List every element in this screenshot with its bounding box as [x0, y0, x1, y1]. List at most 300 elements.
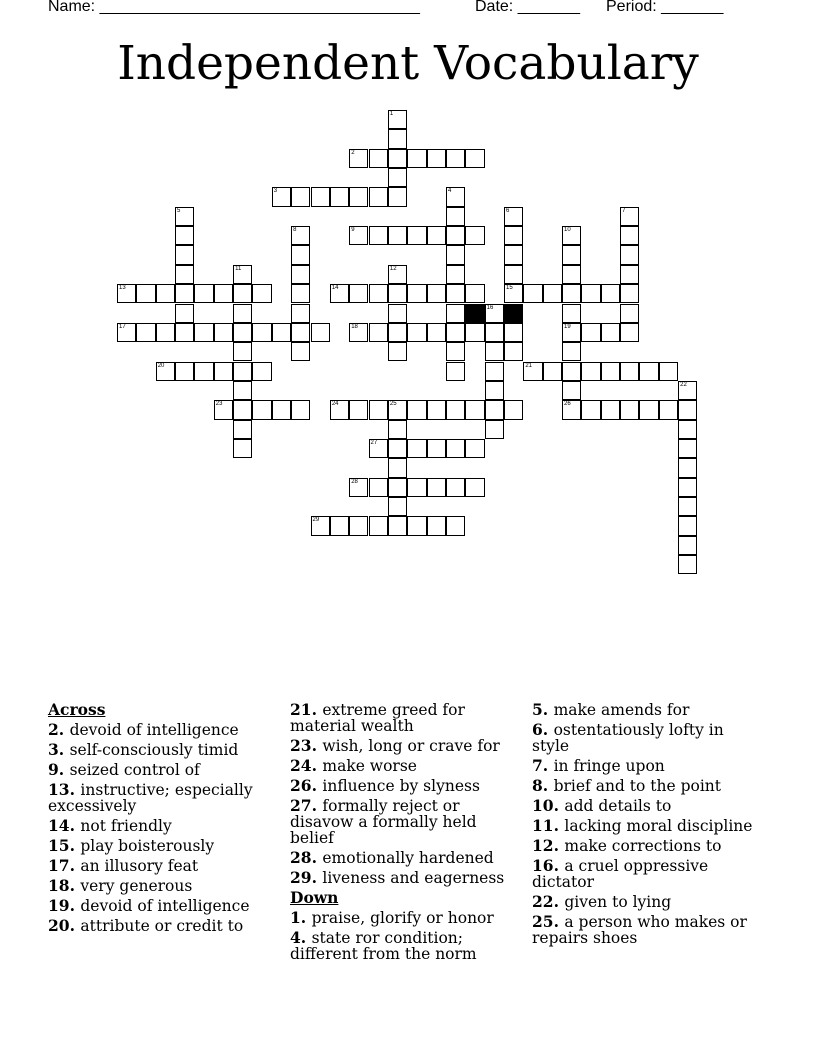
grid-cell[interactable]	[639, 362, 658, 381]
clue-number: 12	[389, 265, 397, 272]
grid-cell[interactable]	[175, 207, 194, 226]
grid-cell[interactable]	[620, 245, 639, 264]
clue-text: self-consciously timid	[69, 741, 239, 759]
grid-cell[interactable]	[427, 400, 446, 419]
clue-text: add details to	[564, 797, 672, 815]
clue-number: 25	[389, 401, 397, 408]
grid-cell[interactable]	[504, 400, 523, 419]
grid-cell[interactable]	[601, 323, 620, 342]
clue-number: 22	[680, 381, 687, 388]
clue-text: very generous	[80, 877, 193, 895]
grid-cell[interactable]	[678, 420, 697, 439]
grid-cell[interactable]	[233, 362, 252, 381]
clue-item	[48, 762, 280, 778]
grid-cell[interactable]	[388, 226, 407, 245]
clue-item	[290, 702, 522, 734]
grid-cell[interactable]	[427, 323, 446, 342]
grid-cell[interactable]	[291, 284, 310, 303]
clue-number: 20	[157, 362, 165, 369]
clue-item	[48, 722, 280, 738]
grid-cell[interactable]	[504, 265, 523, 284]
clue-number: 5	[177, 207, 181, 214]
clue-item	[532, 778, 764, 794]
grid-cell[interactable]	[388, 129, 407, 148]
grid-cell[interactable]	[291, 226, 310, 245]
grid-cell[interactable]	[233, 284, 252, 303]
clue-item	[290, 798, 522, 846]
grid-cell[interactable]	[562, 226, 581, 245]
grid-cell[interactable]	[504, 323, 523, 342]
clue-item	[290, 910, 522, 926]
grid-cell[interactable]	[485, 381, 504, 400]
grid-cell[interactable]	[349, 187, 368, 206]
grid-cell[interactable]	[543, 284, 562, 303]
grid-cell[interactable]	[330, 187, 349, 206]
clue-num: 10.	[532, 796, 565, 815]
clue-number: 15	[506, 285, 513, 292]
grid-cell[interactable]	[388, 265, 407, 284]
clue-num: 24.	[290, 756, 323, 775]
grid-cell[interactable]	[407, 284, 426, 303]
grid-cell[interactable]	[407, 516, 426, 535]
grid-cell[interactable]	[272, 400, 291, 419]
clue-item	[532, 894, 764, 910]
clue-num: 8.	[532, 776, 554, 795]
clue-number: 7	[622, 207, 626, 214]
grid-cell[interactable]	[678, 516, 697, 535]
grid-cell[interactable]	[233, 439, 252, 458]
grid-cell[interactable]	[175, 245, 194, 264]
grid-cell[interactable]	[311, 187, 330, 206]
grid-cell[interactable]	[465, 400, 484, 419]
grid-cell[interactable]	[678, 458, 697, 477]
grid-cell[interactable]	[620, 400, 639, 419]
grid-cell[interactable]	[543, 362, 562, 381]
grid-cell[interactable]	[330, 516, 349, 535]
grid-cell[interactable]	[175, 265, 194, 284]
grid-cell[interactable]	[504, 245, 523, 264]
grid-cell[interactable]	[485, 304, 504, 323]
clue-item	[290, 930, 522, 962]
grid-cell[interactable]	[388, 516, 407, 535]
grid-cell[interactable]	[156, 284, 175, 303]
clue-number: 23	[215, 401, 223, 408]
grid-cell[interactable]	[194, 362, 213, 381]
grid-cell[interactable]	[175, 284, 194, 303]
grid-cell[interactable]	[446, 149, 465, 168]
clue-num: 7.	[532, 756, 554, 775]
grid-cell[interactable]	[562, 245, 581, 264]
grid-cell[interactable]	[388, 497, 407, 516]
grid-cell[interactable]	[562, 362, 581, 381]
clue-text: seized control of	[69, 761, 200, 779]
grid-cell[interactable]	[388, 323, 407, 342]
grid-cell[interactable]	[214, 323, 233, 342]
grid-cell[interactable]	[214, 400, 233, 419]
grid-cell[interactable]	[407, 439, 426, 458]
clue-number: 17	[119, 323, 126, 330]
clue-num: 6.	[532, 720, 554, 739]
grid-cell[interactable]	[446, 342, 465, 361]
grid-cell[interactable]	[485, 323, 504, 342]
grid-cell[interactable]	[233, 400, 252, 419]
grid-cell[interactable]	[407, 400, 426, 419]
grid-cell[interactable]	[272, 323, 291, 342]
grid-cell[interactable]	[291, 400, 310, 419]
clue-text: extreme greed for material wealth	[290, 701, 465, 735]
grid-cell[interactable]	[562, 304, 581, 323]
grid-cell[interactable]	[446, 245, 465, 264]
grid-cell[interactable]	[523, 362, 542, 381]
clue-item	[290, 758, 522, 774]
grid-cell[interactable]	[349, 149, 368, 168]
grid-cell[interactable]	[369, 187, 388, 206]
grid-cell[interactable]	[465, 478, 484, 497]
grid-cell[interactable]	[620, 304, 639, 323]
grid-cell[interactable]	[427, 439, 446, 458]
grid-cell[interactable]	[446, 187, 465, 206]
clue-text: brief and to the point	[553, 777, 721, 795]
grid-cell[interactable]	[291, 245, 310, 264]
clue-item	[48, 818, 280, 834]
grid-cell[interactable]	[427, 516, 446, 535]
date-field[interactable]: Date: _______	[475, 0, 580, 15]
clue-item	[532, 858, 764, 890]
grid-cell[interactable]	[601, 284, 620, 303]
grid-cell[interactable]	[446, 226, 465, 245]
clue-text: state ror condition; different from the norm	[290, 929, 477, 963]
grid-cell[interactable]	[388, 478, 407, 497]
grid-cell[interactable]	[117, 284, 136, 303]
grid-cell[interactable]	[504, 226, 523, 245]
grid-cell[interactable]	[485, 420, 504, 439]
grid-cell[interactable]	[504, 342, 523, 361]
clue-number: 14	[331, 285, 339, 292]
clue-number: 6	[506, 207, 510, 214]
grid-cell[interactable]	[388, 420, 407, 439]
grid-cell[interactable]	[175, 362, 194, 381]
grid-cell[interactable]	[504, 284, 523, 303]
grid-cell[interactable]	[562, 342, 581, 361]
grid-cell[interactable]	[620, 284, 639, 303]
grid-cell[interactable]	[485, 400, 504, 419]
grid-cell[interactable]	[446, 439, 465, 458]
grid-cell[interactable]	[465, 284, 484, 303]
grid-cell[interactable]	[175, 323, 194, 342]
clue-num: 22.	[532, 892, 565, 911]
grid-cell[interactable]	[233, 265, 252, 284]
grid-cell[interactable]	[678, 400, 697, 419]
grid-cell[interactable]	[388, 400, 407, 419]
across-heading: Across	[48, 700, 106, 719]
grid-cell[interactable]	[465, 226, 484, 245]
clue-number: 29	[312, 517, 320, 524]
grid-cell[interactable]	[388, 284, 407, 303]
clue-num: 9.	[48, 760, 70, 779]
grid-cell[interactable]	[369, 516, 388, 535]
clue-num: 26.	[290, 776, 323, 795]
clue-num: 25.	[532, 912, 565, 931]
clue-text: devoid of intelligence	[69, 721, 239, 739]
grid-cell[interactable]	[349, 516, 368, 535]
clue-item	[532, 758, 764, 774]
grid-cell[interactable]	[562, 265, 581, 284]
grid-cell[interactable]	[369, 439, 388, 458]
clue-item	[48, 898, 280, 914]
grid-cell[interactable]	[388, 149, 407, 168]
clue-num: 16.	[532, 856, 565, 875]
grid-cell[interactable]	[446, 265, 465, 284]
clue-num: 5.	[532, 700, 554, 719]
grid-cell[interactable]	[446, 478, 465, 497]
grid-cell[interactable]	[620, 362, 639, 381]
grid-cell[interactable]	[388, 168, 407, 187]
grid-cell[interactable]	[678, 439, 697, 458]
grid-cell[interactable]	[620, 226, 639, 245]
clue-text: instructive; especially excessively	[48, 781, 253, 815]
grid-cell[interactable]	[427, 149, 446, 168]
grid-cell[interactable]	[407, 323, 426, 342]
clue-number: 21	[525, 362, 533, 369]
grid-cell[interactable]	[562, 381, 581, 400]
clue-item	[48, 838, 280, 854]
clue-item	[48, 858, 280, 874]
clue-num: 13.	[48, 780, 81, 799]
grid-cell[interactable]	[369, 323, 388, 342]
grid-cell[interactable]	[349, 400, 368, 419]
grid-cell[interactable]	[523, 284, 542, 303]
grid-cell[interactable]	[330, 284, 349, 303]
grid-cell[interactable]	[485, 342, 504, 361]
clue-text: emotionally hardened	[322, 849, 494, 867]
clue-text: a cruel oppressive dictator	[532, 857, 709, 891]
clue-item	[532, 838, 764, 854]
clue-item	[290, 738, 522, 754]
clue-number: 26	[564, 401, 571, 408]
clue-num: 21.	[290, 700, 323, 719]
grid-cell[interactable]	[446, 362, 465, 381]
grid-cell[interactable]	[465, 323, 484, 342]
grid-cell[interactable]	[311, 323, 330, 342]
clue-num: 3.	[48, 740, 70, 759]
grid-cell[interactable]	[485, 362, 504, 381]
grid-cell[interactable]	[562, 400, 581, 419]
grid-cell[interactable]	[678, 555, 697, 574]
grid-cell[interactable]	[446, 400, 465, 419]
clue-column-2	[290, 702, 522, 966]
grid-cell[interactable]	[427, 284, 446, 303]
grid-cell[interactable]	[349, 226, 368, 245]
clue-number: 8	[293, 227, 297, 234]
clue-text: make worse	[322, 757, 417, 775]
clue-num: 28.	[290, 848, 323, 867]
grid-cell[interactable]	[581, 323, 600, 342]
grid-cell[interactable]	[252, 400, 271, 419]
clue-num: 20.	[48, 916, 81, 935]
clue-text: influence by slyness	[322, 777, 480, 795]
grid-cell[interactable]	[446, 207, 465, 226]
grid-cell[interactable]	[136, 284, 155, 303]
clue-num: 19.	[48, 896, 81, 915]
grid-cell[interactable]	[233, 381, 252, 400]
clue-item	[48, 918, 280, 934]
grid-cell[interactable]	[175, 304, 194, 323]
grid-cell[interactable]	[601, 362, 620, 381]
grid-cell[interactable]	[388, 304, 407, 323]
grid-cell[interactable]	[252, 284, 271, 303]
grid-cell[interactable]	[465, 149, 484, 168]
grid-cell[interactable]	[233, 323, 252, 342]
clue-number: 13	[119, 285, 126, 292]
grid-cell[interactable]	[427, 478, 446, 497]
clue-num: 11.	[532, 816, 565, 835]
grid-cell[interactable]	[601, 400, 620, 419]
clue-num: 4.	[290, 928, 312, 947]
clue-text: lacking moral discipline	[564, 817, 753, 835]
grid-cell[interactable]	[407, 226, 426, 245]
clue-text: given to lying	[564, 893, 672, 911]
grid-cell[interactable]	[465, 439, 484, 458]
clue-num: 14.	[48, 816, 81, 835]
clue-item	[532, 702, 764, 718]
clue-text: make amends for	[553, 701, 690, 719]
clue-number: 1	[389, 111, 394, 117]
grid-cell[interactable]	[581, 284, 600, 303]
grid-cell[interactable]	[233, 342, 252, 361]
grid-cell[interactable]	[659, 362, 678, 381]
clue-item	[532, 798, 764, 814]
clue-number: 24	[331, 401, 339, 408]
grid-cell[interactable]	[175, 226, 194, 245]
grid-cell[interactable]	[427, 226, 446, 245]
clue-num: 2.	[48, 720, 70, 739]
grid-cell[interactable]	[136, 323, 155, 342]
clue-num: 15.	[48, 836, 81, 855]
grid-cell[interactable]	[562, 284, 581, 303]
grid-cell[interactable]	[388, 342, 407, 361]
clue-number: 28	[351, 478, 358, 485]
grid-cell[interactable]	[214, 284, 233, 303]
grid-cell[interactable]	[291, 323, 310, 342]
grid-cell[interactable]	[369, 149, 388, 168]
grid-cell[interactable]	[504, 207, 523, 226]
grid-cell[interactable]	[369, 400, 388, 419]
down-heading: Down	[290, 888, 339, 907]
grid-cell[interactable]	[581, 362, 600, 381]
grid-cell[interactable]	[388, 110, 407, 129]
clue-item	[532, 818, 764, 834]
grid-cell[interactable]	[252, 323, 271, 342]
grid-cell[interactable]	[388, 439, 407, 458]
clue-number: 4	[447, 188, 452, 195]
clue-text: an illusory feat	[80, 857, 199, 875]
grid-cell[interactable]	[446, 516, 465, 535]
page-title: Independent Vocabulary	[117, 36, 699, 91]
grid-cell[interactable]	[620, 265, 639, 284]
clue-text: not friendly	[80, 817, 172, 835]
grid-cell[interactable]	[291, 304, 310, 323]
grid-cell[interactable]	[194, 284, 213, 303]
grid-cell[interactable]	[388, 187, 407, 206]
grid-cell[interactable]	[291, 342, 310, 361]
clue-num: 12.	[532, 836, 565, 855]
grid-cell[interactable]	[446, 323, 465, 342]
grid-cell[interactable]	[117, 323, 136, 342]
grid-cell[interactable]	[446, 284, 465, 303]
clue-text: ostentatiously lofty in style	[532, 721, 724, 755]
clue-number: 9	[351, 227, 355, 234]
grid-cell[interactable]	[349, 323, 368, 342]
grid-cell[interactable]	[156, 323, 175, 342]
grid-cell[interactable]	[562, 323, 581, 342]
clue-number: 27	[370, 439, 378, 446]
clue-text: devoid of intelligence	[80, 897, 250, 915]
grid-cell[interactable]	[291, 187, 310, 206]
grid-cell[interactable]	[369, 284, 388, 303]
grid-cell[interactable]	[678, 478, 697, 497]
grid-cell[interactable]	[678, 536, 697, 555]
grid-cell[interactable]	[252, 362, 271, 381]
clue-text: in fringe upon	[553, 757, 665, 775]
clue-number: 10	[564, 227, 571, 234]
clue-text: formally reject or disavow a formally held belief	[290, 797, 477, 847]
clue-item	[290, 870, 522, 886]
grid-cell[interactable]	[581, 400, 600, 419]
grid-cell[interactable]	[349, 478, 368, 497]
grid-cell[interactable]	[214, 362, 233, 381]
clue-number: 11	[235, 265, 242, 272]
grid-cell[interactable]	[311, 516, 330, 535]
clue-text: make corrections to	[564, 837, 722, 855]
clue-number: 16	[486, 304, 494, 311]
grid-cell[interactable]	[369, 226, 388, 245]
clue-item	[532, 722, 764, 754]
clue-item	[48, 742, 280, 758]
grid-cell[interactable]	[369, 478, 388, 497]
grid-cell[interactable]	[388, 458, 407, 477]
grid-cell[interactable]	[659, 400, 678, 419]
clue-column-3	[532, 702, 764, 950]
clue-item	[290, 778, 522, 794]
clue-num: 17.	[48, 856, 81, 875]
grid-cell[interactable]	[678, 381, 697, 400]
grid-cell[interactable]	[156, 362, 175, 381]
grid-cell[interactable]	[407, 478, 426, 497]
clue-text: praise, glorify or honor	[311, 909, 494, 927]
clue-text: a person who makes or repairs shoes	[532, 913, 747, 947]
period-field[interactable]: Period: _______	[606, 0, 724, 15]
clue-number: 2	[351, 149, 355, 156]
clue-item	[48, 782, 280, 814]
black-cell	[465, 304, 484, 323]
grid-cell[interactable]	[233, 304, 252, 323]
grid-cell[interactable]	[233, 420, 252, 439]
grid-cell[interactable]	[291, 265, 310, 284]
grid-cell[interactable]	[330, 400, 349, 419]
grid-cell[interactable]	[446, 304, 465, 323]
name-field[interactable]: Name: ____________________________________	[48, 0, 420, 15]
grid-cell[interactable]	[678, 497, 697, 516]
grid-cell[interactable]	[620, 207, 639, 226]
clue-number: 18	[351, 323, 358, 330]
grid-cell[interactable]	[639, 400, 658, 419]
grid-cell[interactable]	[272, 187, 291, 206]
grid-cell[interactable]	[407, 149, 426, 168]
grid-cell[interactable]	[194, 323, 213, 342]
grid-cell[interactable]	[620, 323, 639, 342]
black-cell	[504, 304, 523, 323]
grid-cell[interactable]	[349, 284, 368, 303]
